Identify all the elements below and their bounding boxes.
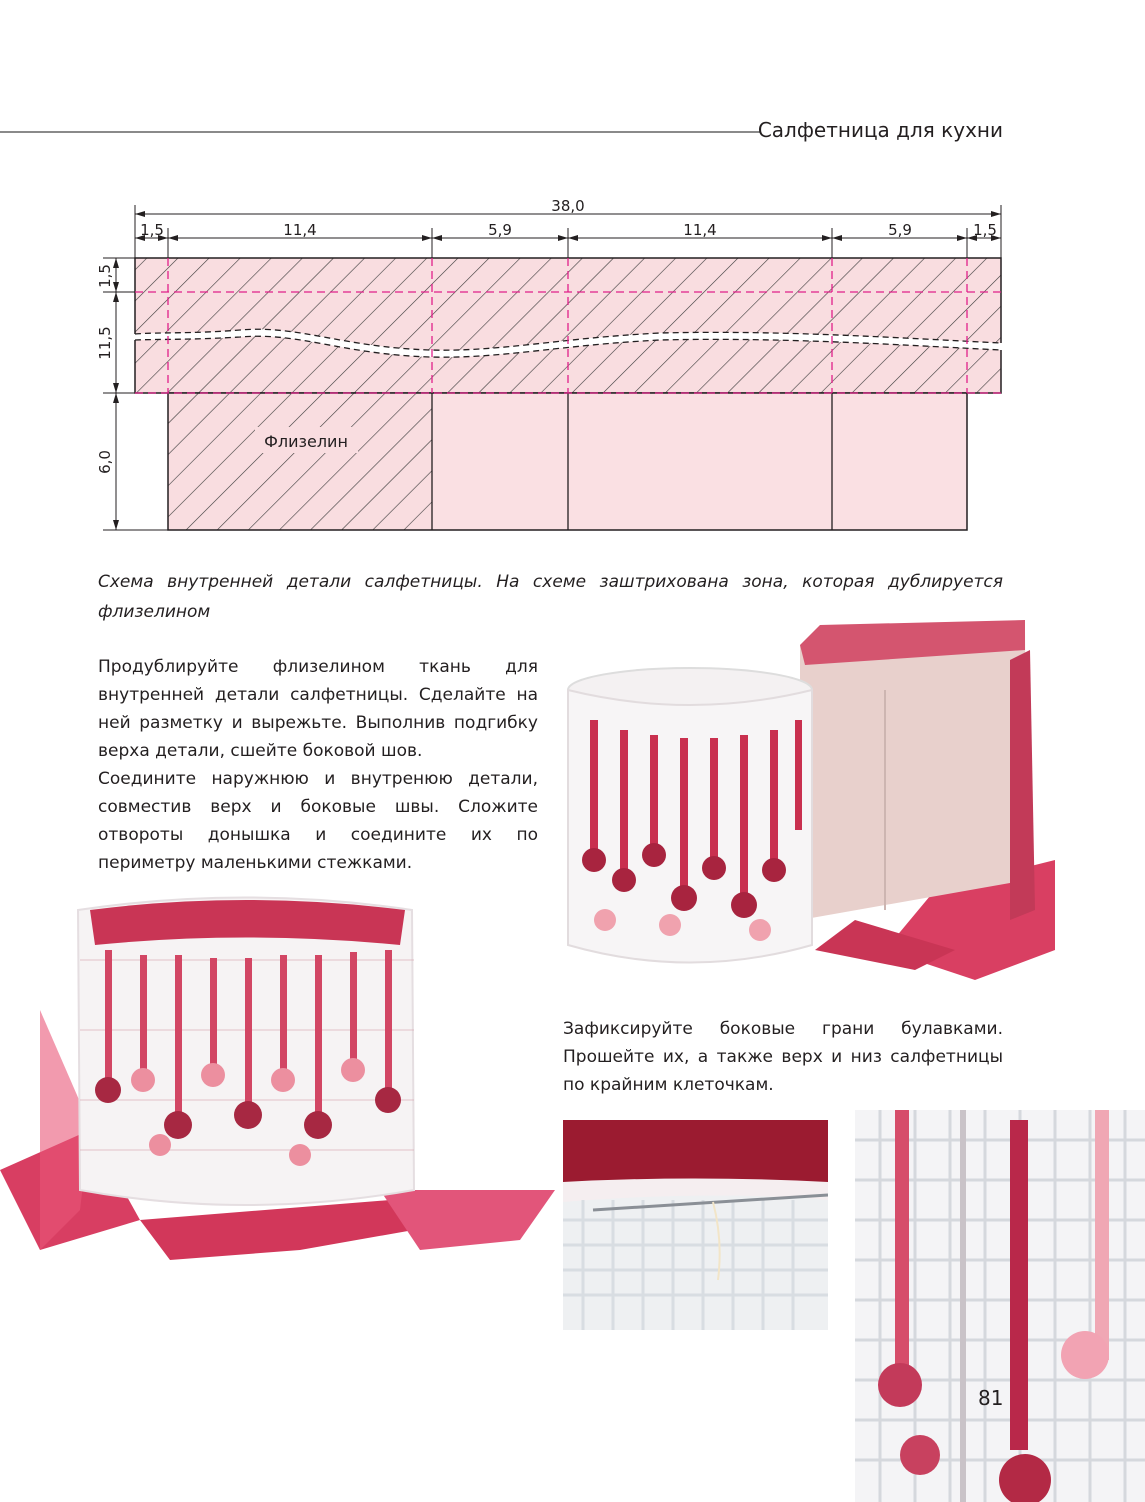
dim-overall: 38,0 bbox=[551, 197, 585, 215]
instructions-block-1 bbox=[98, 653, 538, 877]
dim-left-3: 6,0 bbox=[96, 450, 114, 474]
dim-top-4: 11,4 bbox=[683, 221, 717, 239]
dim-top-6: 1,5 bbox=[973, 221, 997, 239]
photo-corner-closeup bbox=[855, 1110, 1145, 1502]
dim-top-5: 5,9 bbox=[888, 221, 912, 239]
running-header: Салфетница для кухни bbox=[757, 118, 1003, 142]
dim-left-1: 1,5 bbox=[96, 264, 114, 288]
diagram-caption: Схема внутренней детали салфетницы. На схеме заштрихована зона, которая дублируется флизелином bbox=[98, 572, 1003, 622]
pattern-diagram bbox=[0, 190, 1145, 550]
photo-holder-with-pins bbox=[0, 890, 555, 1310]
header-rule bbox=[0, 131, 760, 133]
dim-top-3: 5,9 bbox=[488, 221, 512, 239]
paragraph-3: Зафиксируйте боковые грани булавками. Прошейте их, а также верх и низ салфетницы по крайним клеточкам. bbox=[563, 1019, 1003, 1095]
dim-left-2: 11,5 bbox=[96, 326, 114, 360]
dim-top-2: 11,4 bbox=[283, 221, 317, 239]
paragraph-1: Продублируйте флизелином ткань для внутренней детали салфетницы. Сделайте на ней разметку и вырежьте. Выполнив подгибку верха детали, сшейте боковой шов. bbox=[98, 657, 538, 761]
interlining-label: Флизелин bbox=[264, 432, 348, 451]
dim-top-1: 1,5 bbox=[140, 221, 164, 239]
photo-needle-closeup bbox=[563, 1120, 828, 1330]
paragraph-2: Соедините наружнюю и внутренюю детали, совместив верх и боковые швы. Сложите отвороты донышка и соедините их по периметру маленькими стежками. bbox=[98, 769, 538, 873]
photo-inner-and-outer-parts bbox=[555, 620, 1055, 990]
page-number: 81 bbox=[978, 1386, 1004, 1410]
